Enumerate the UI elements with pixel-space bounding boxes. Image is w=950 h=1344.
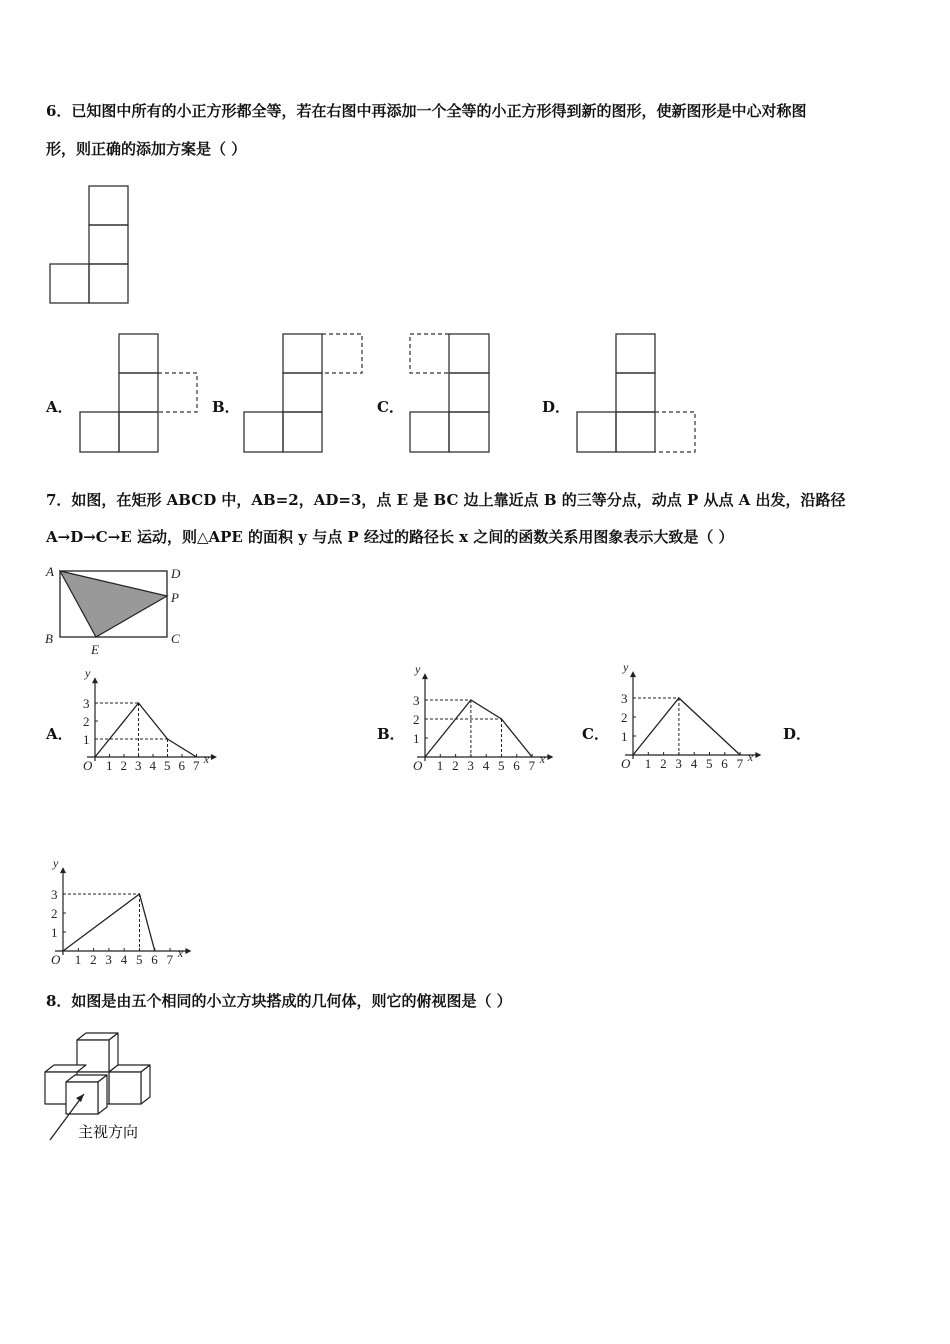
y-axis-label: y	[53, 856, 59, 871]
q6-option-a-label[interactable]: A．	[46, 398, 73, 416]
y-tick-label: 1	[621, 729, 628, 744]
origin-label: O	[413, 758, 423, 773]
x-tick-label: 2	[452, 758, 459, 773]
x-tick-label: 1	[106, 758, 113, 773]
q7-label-d: D	[171, 566, 181, 581]
x-tick-label: 4	[482, 758, 490, 773]
y-axis-label: y	[85, 666, 91, 681]
x-tick-label: 6	[721, 756, 728, 771]
x-tick-label: 7	[166, 952, 174, 967]
x-tick-label: 5	[136, 952, 143, 967]
x-tick-label: 4	[690, 756, 698, 771]
x-axis-label: x	[177, 946, 184, 960]
x-tick-label: 2	[120, 758, 127, 773]
x-axis-label: x	[539, 752, 546, 766]
y-tick-label: 2	[621, 710, 628, 725]
x-axis-label: x	[203, 752, 210, 766]
q7-label-b: B	[45, 631, 53, 646]
x-tick-label: 5	[706, 756, 713, 771]
q6-text-line1: 6．已知图中所有的小正方形都全等，若在右图中再添加一个全等的小正方形得到新的图形，使新图形是中心对称图	[46, 102, 807, 120]
y-axis-label: y	[623, 660, 629, 675]
x-tick-label: 3	[135, 758, 142, 773]
x-tick-label: 3	[467, 758, 474, 773]
x-tick-label: 1	[74, 952, 82, 967]
q6-option-d-label[interactable]: D．	[542, 398, 571, 416]
q7-option-c-label[interactable]: C．	[582, 725, 609, 743]
q7-label-a: A	[46, 564, 54, 579]
x-tick-label: 2	[660, 756, 667, 771]
y-tick-label: 1	[413, 731, 420, 746]
y-tick-label: 3	[413, 693, 420, 708]
origin-label: O	[51, 952, 61, 967]
x-tick-label: 2	[90, 952, 97, 967]
x-axis-label: x	[747, 750, 754, 764]
q7-text-line1: 7．如图，在矩形 ABCD 中，AB=2，AD=3，点 E 是 BC 边上靠近点 B 的三等分点，动点 P 从点 A 出发，沿路径	[46, 491, 846, 509]
x-tick-label: 1	[436, 758, 444, 773]
x-tick-label: 6	[513, 758, 520, 773]
y-tick-label: 1	[83, 732, 90, 747]
y-tick-label: 1	[51, 925, 58, 940]
x-tick-label: 7	[736, 756, 744, 771]
y-tick-label: 2	[83, 714, 90, 729]
q7-label-p: P	[171, 590, 179, 605]
y-axis-label: y	[415, 662, 421, 677]
q7-label-e: E	[91, 642, 99, 657]
x-tick-label: 5	[498, 758, 505, 773]
x-tick-label: 5	[164, 758, 171, 773]
q8-caption: 主视方向	[78, 1123, 139, 1141]
q7-option-b-label[interactable]: B．	[377, 725, 405, 743]
y-tick-label: 3	[83, 696, 90, 711]
x-tick-label: 7	[528, 758, 536, 773]
origin-label: O	[83, 758, 93, 773]
y-tick-label: 3	[621, 691, 628, 706]
x-tick-label: 7	[193, 758, 200, 773]
x-tick-label: 6	[178, 758, 185, 773]
y-tick-label: 2	[51, 906, 58, 921]
q7-option-a-label[interactable]: A．	[46, 725, 73, 743]
q6-option-c-label[interactable]: C．	[377, 398, 404, 416]
q6-text-line2: 形，则正确的添加方案是（ ）	[46, 140, 247, 158]
q6-option-b-label[interactable]: B．	[212, 398, 240, 416]
y-tick-label: 2	[413, 712, 420, 727]
x-tick-label: 4	[120, 952, 128, 967]
x-tick-label: 4	[149, 758, 156, 773]
q7-label-c: C	[171, 631, 180, 646]
q7-text-line2: A→D→C→E 运动，则△APE 的面积 y 与点 P 经过的路径长 x 之间的函数关系用图象表示大致是（ ）	[46, 528, 734, 546]
q7-option-d-label[interactable]: D．	[783, 725, 812, 743]
q8-text-line1: 8．如图是由五个相同的小立方块搭成的几何体，则它的俯视图是（ ）	[46, 992, 512, 1010]
x-tick-label: 1	[644, 756, 652, 771]
origin-label: O	[621, 756, 631, 771]
y-tick-label: 3	[51, 887, 58, 902]
x-tick-label: 3	[105, 952, 112, 967]
x-tick-label: 6	[151, 952, 158, 967]
x-tick-label: 3	[675, 756, 682, 771]
